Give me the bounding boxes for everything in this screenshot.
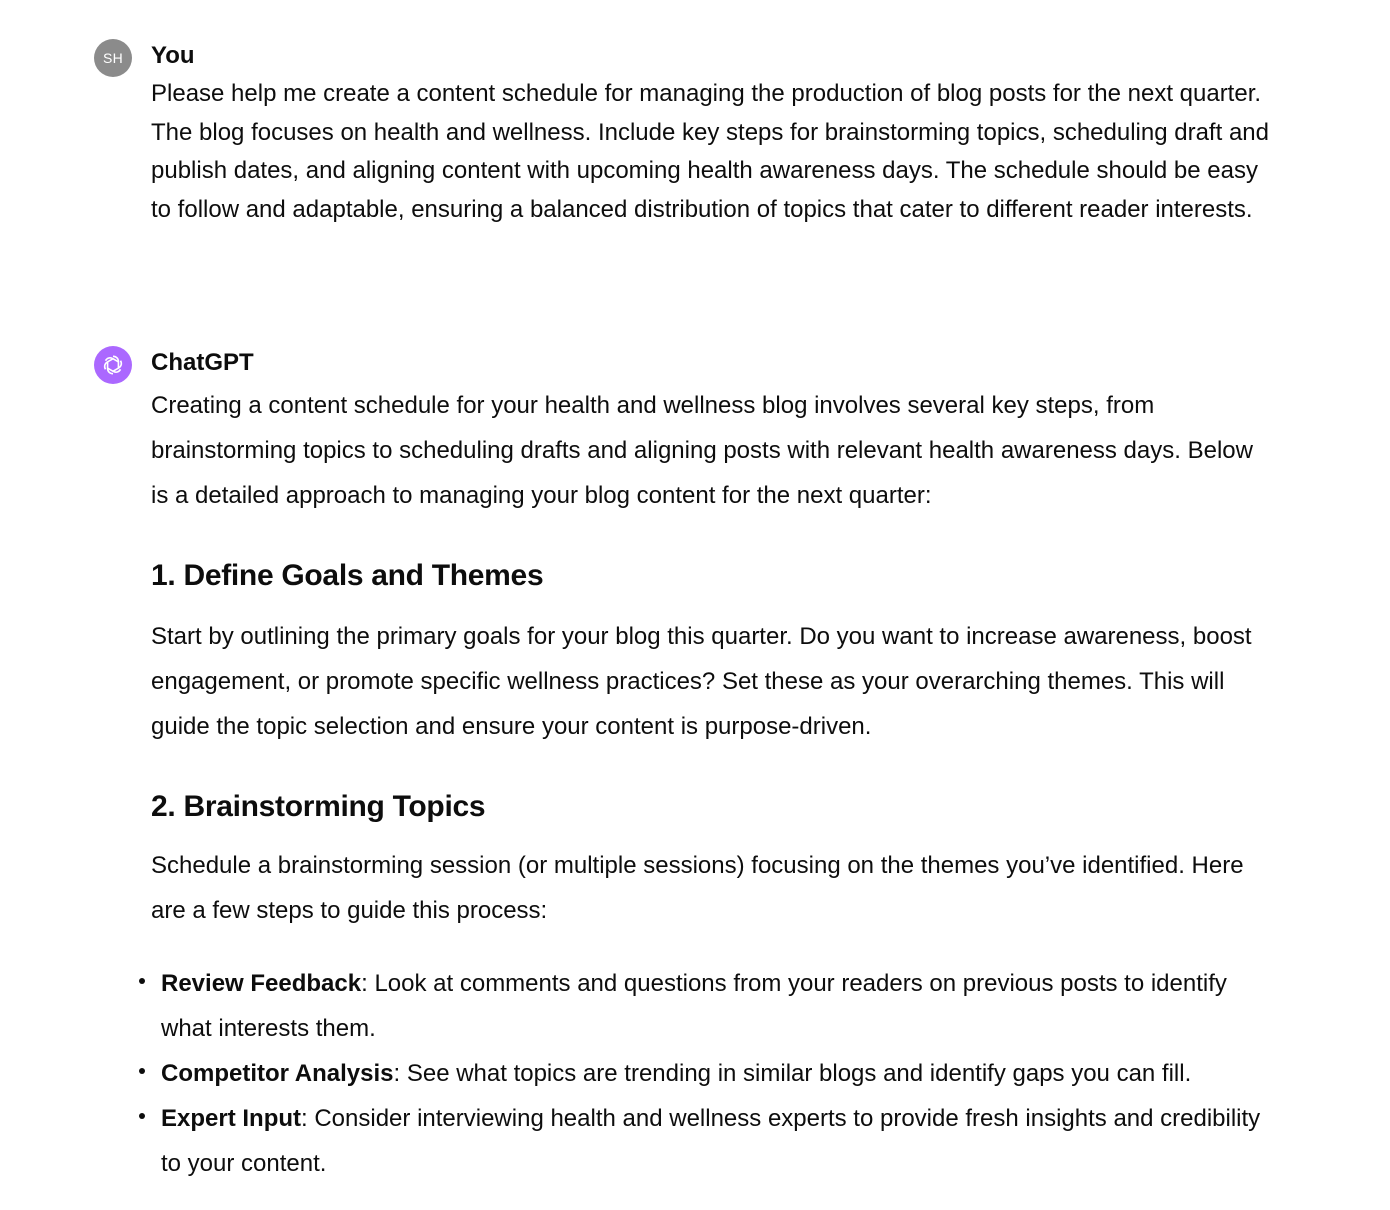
list-item [151, 1096, 1271, 1186]
user-message-content [151, 75, 1271, 229]
list-item-text: : See what topics are trending in similar blogs and identify gaps you can fill. [393, 1060, 1192, 1087]
assistant-message-content [151, 383, 1271, 1186]
bullet-icon [139, 978, 145, 984]
section-body-define-goals: Start by outlining the primary goals for your blog this quarter. Do you want to increase awareness, boost engagement, or promote specific wellness practices? Set these as your overarching themes. This will guide the topic selection and ensure your content is purpose-driven. [151, 623, 1252, 740]
brainstorming-steps-list [151, 961, 1271, 1186]
assistant-author-name: ChatGPT [151, 349, 254, 376]
assistant-intro-paragraph: Creating a content schedule for your health and wellness blog involves several key steps, from brainstorming topics to scheduling drafts and aligning posts with relevant health awareness days. Below is a detailed approach to managing your blog content for the next quarter: [151, 392, 1253, 509]
section-heading-define-goals: 1. Define Goals and Themes [151, 559, 544, 592]
list-item [151, 1051, 1271, 1096]
bullet-icon [139, 1068, 145, 1074]
section-heading-brainstorming: 2. Brainstorming Topics [151, 790, 486, 823]
user-avatar: SH [94, 39, 132, 77]
list-item-term: Review Feedback [161, 970, 362, 997]
user-author-name: You [151, 42, 195, 69]
list-item-text: : Look at comments and questions from your readers on previous posts to identify what interests them. [161, 970, 1227, 1042]
list-item-term: Expert Input [161, 1105, 302, 1132]
bullet-icon [139, 1113, 145, 1119]
user-message-text: Please help me create a content schedule for managing the production of blog posts for the next quarter. The blog focuses on health and wellness. Include key steps for brainstorming topics, scheduling draft and publish dates, and aligning content with upcoming health awareness days. The schedule should be easy to follow and adaptable, ensuring a balanced distribution of topics that cater to different reader interests. [151, 80, 1269, 223]
list-item [151, 961, 1271, 1051]
openai-logo-icon [100, 352, 126, 378]
list-item-text: : Consider interviewing health and wellness experts to provide fresh insights and credibility to your content. [161, 1105, 1261, 1177]
list-item-term: Competitor Analysis [161, 1060, 394, 1087]
section-body-brainstorming: Schedule a brainstorming session (or multiple sessions) focusing on the themes you’ve identified. Here are a few steps to guide this process: [151, 852, 1244, 924]
assistant-avatar [94, 346, 132, 384]
